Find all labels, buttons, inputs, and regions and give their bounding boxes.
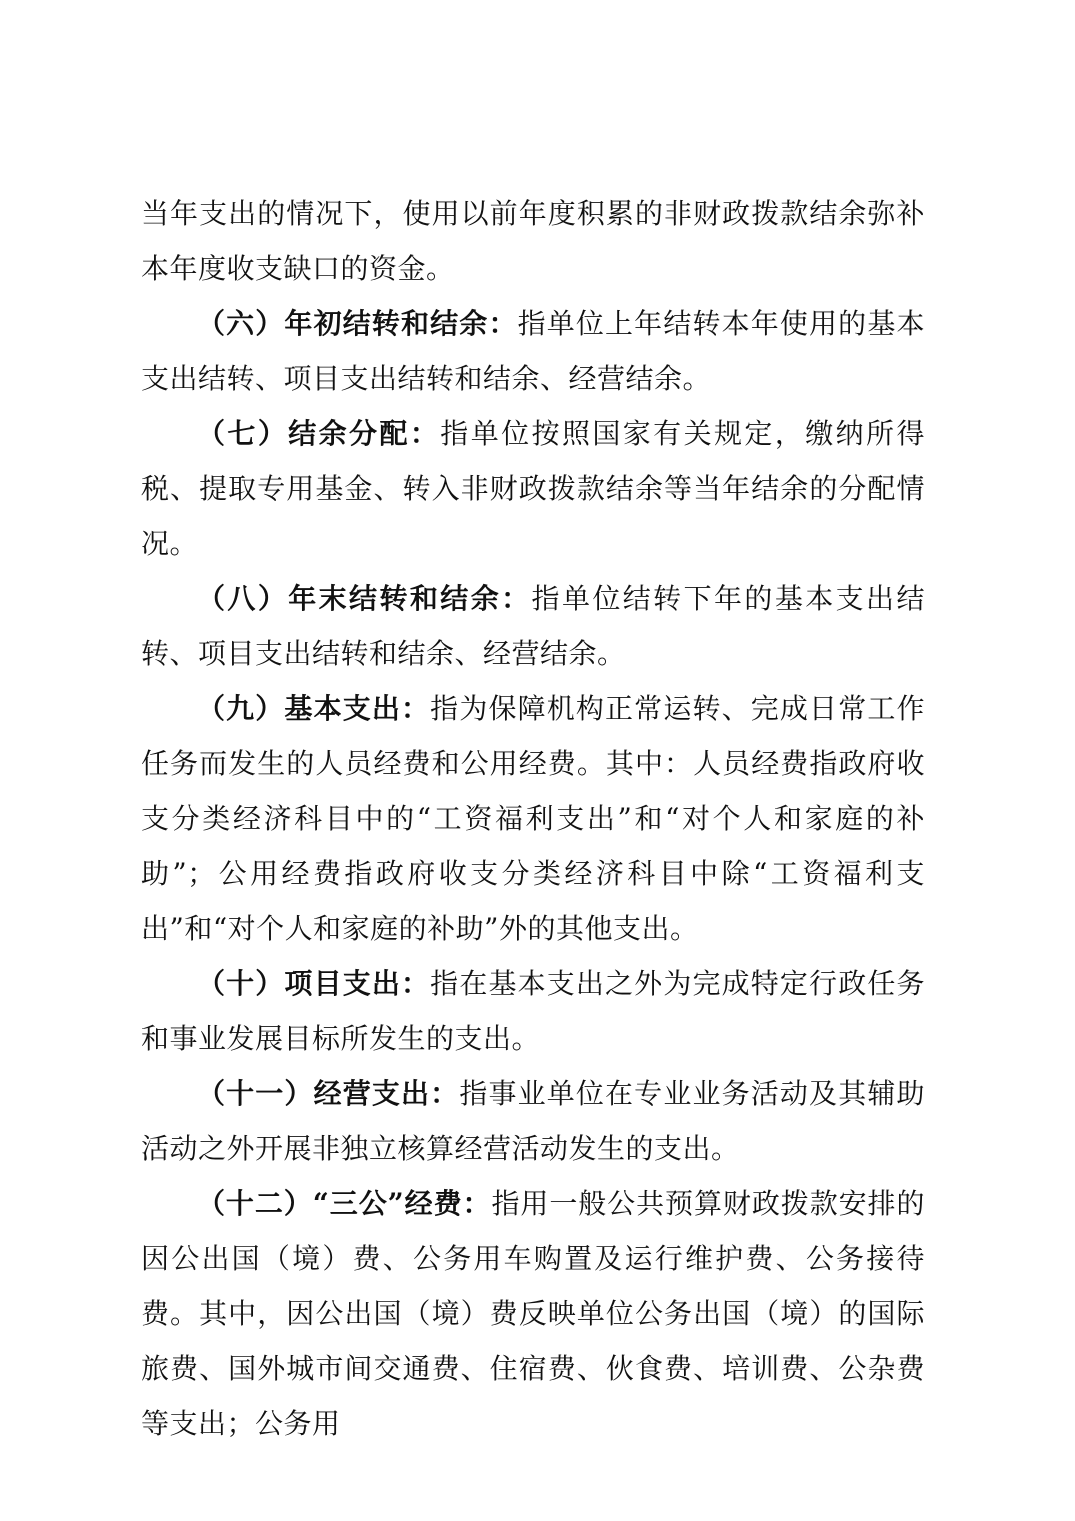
paragraph-item-8: [141, 571, 925, 681]
paragraph-term: （六）年初结转和结余：: [197, 307, 518, 340]
paragraph-text: 指为保障机构正常运转、完成日常工作任务而发生的人员经费和公用经费。其中：人员经费指政府收支分类经济科目中的“工资福利支出”和“对个人和家庭的补助”；公用经费指政府收支分类经济科目中除“工资福利支出”和“对个人和家庭的补助”外的其他支出。: [141, 692, 925, 945]
paragraph-text: 当年支出的情况下，使用以前年度积累的非财政拨款结余弥补本年度收支缺口的资金。: [141, 197, 925, 285]
paragraph-item-11: [141, 1066, 925, 1176]
paragraph-term: （七）结余分配：: [197, 417, 441, 450]
paragraph-text: 指单位按照国家有关规定，缴纳所得税、提取专用基金、转入非财政拨款结余等当年结余的分配情况。: [141, 417, 925, 560]
paragraph-item-10: [141, 956, 925, 1066]
paragraph-text: 指单位结转下年的基本支出结转、项目支出结转和结余、经营结余。: [141, 582, 925, 670]
paragraph-term: （八）年末结转和结余：: [197, 582, 532, 615]
paragraph-text: 指用一般公共预算财政拨款安排的因公出国（境）费、公务用车购置及运行维护费、公务接待费。其中，因公出国（境）费反映单位公务出国（境）的国际旅费、国外城市间交通费、住宿费、伙食费、培训费、公杂费等支出；公务用: [141, 1187, 925, 1440]
paragraph-item-7: [141, 406, 925, 571]
paragraph-term: （十）项目支出：: [197, 967, 431, 1000]
paragraph-term: （九）基本支出：: [197, 692, 431, 725]
paragraph-text: 指事业单位在专业业务活动及其辅助活动之外开展非独立核算经营活动发生的支出。: [141, 1077, 925, 1165]
paragraph-item-12: [141, 1176, 925, 1451]
paragraph-text: 指单位上年结转本年使用的基本支出结转、项目支出结转和结余、经营结余。: [141, 307, 925, 395]
paragraph-item-9: [141, 681, 925, 956]
paragraph-continuation: [141, 186, 925, 296]
paragraph-text: 指在基本支出之外为完成特定行政任务和事业发展目标所发生的支出。: [141, 967, 925, 1055]
paragraph-term: （十二）“三公”经费：: [197, 1187, 492, 1220]
paragraph-term: （十一）经营支出：: [197, 1077, 460, 1110]
paragraph-item-6: [141, 296, 925, 406]
document-body: [141, 186, 925, 1451]
